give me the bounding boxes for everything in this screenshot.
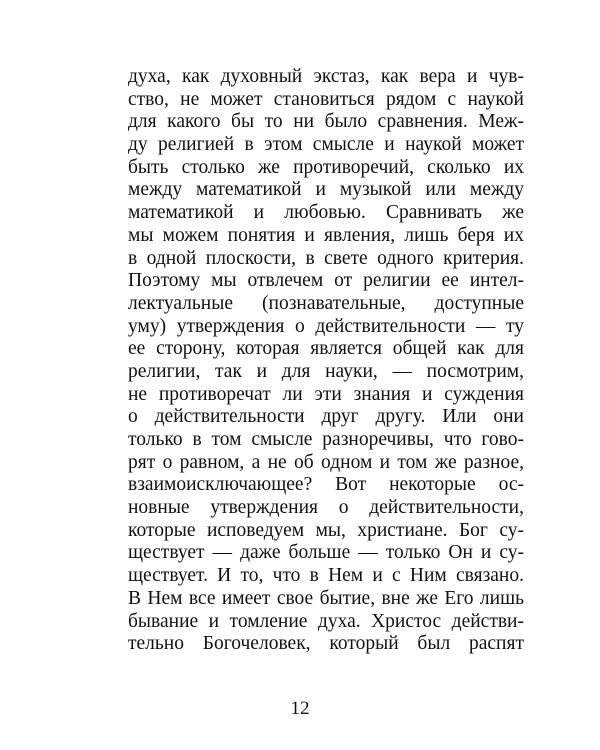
- text-line: новные утверждения о действительности,: [128, 497, 524, 519]
- body-text: [128, 66, 524, 656]
- text-line: быть столько же противоречий, сколько их: [128, 156, 524, 178]
- text-line: не противоречат ли эти знания и суждения: [128, 383, 524, 405]
- text-line: между математикой и музыкой или между: [128, 179, 524, 201]
- text-line: взаимоисключающее? Вот некоторые ос-: [128, 474, 524, 496]
- text-line: Поэтому мы отвлечем от религии ее интел-: [128, 270, 524, 292]
- text-line: уму) утверждения о действительности — ту: [128, 315, 524, 337]
- text-line: тельно Богочеловек, который был распят: [128, 633, 524, 655]
- text-line: ство, не может становиться рядом с наукой: [128, 88, 524, 110]
- text-line: только в том смысле разноречивы, что гово-: [128, 429, 524, 450]
- text-line: В Нем все имеет свое бытие, вне же Его лишь: [128, 587, 524, 609]
- text-line: мы можем понятия и явления, лишь беря их: [128, 224, 524, 246]
- text-line: ду религией в этом смысле и наукой может: [128, 134, 524, 156]
- page-number: 12: [290, 698, 310, 719]
- text-line: ществует. И то, что в Нем и с Ним связано.: [128, 565, 524, 587]
- text-line: для какого бы то ни было сравнения. Меж-: [128, 111, 524, 133]
- text-line: ее сторону, которая является общей как для: [128, 338, 524, 360]
- text-line: в одной плоскости, в свете одного критерия.: [128, 247, 524, 269]
- text-line: которые исповедуем мы, христиане. Бог су-: [128, 519, 524, 541]
- text-line: духа, как духовный экстаз, как вера и чув-: [128, 66, 524, 87]
- text-line: религии, так и для науки, — посмотрим,: [128, 360, 524, 382]
- text-line: о действительности друг другу. Или они: [128, 406, 524, 428]
- text-line: математикой и любовью. Сравнивать же: [128, 202, 524, 224]
- text-line: рят о равном, а не об одном и том же разное,: [128, 451, 524, 473]
- text-line: лектуальные (познавательные, доступные: [128, 292, 524, 314]
- text-line: бывание и томление духа. Христос действи-: [128, 610, 524, 632]
- text-line: ществует — даже больше — только Он и су-: [128, 542, 524, 564]
